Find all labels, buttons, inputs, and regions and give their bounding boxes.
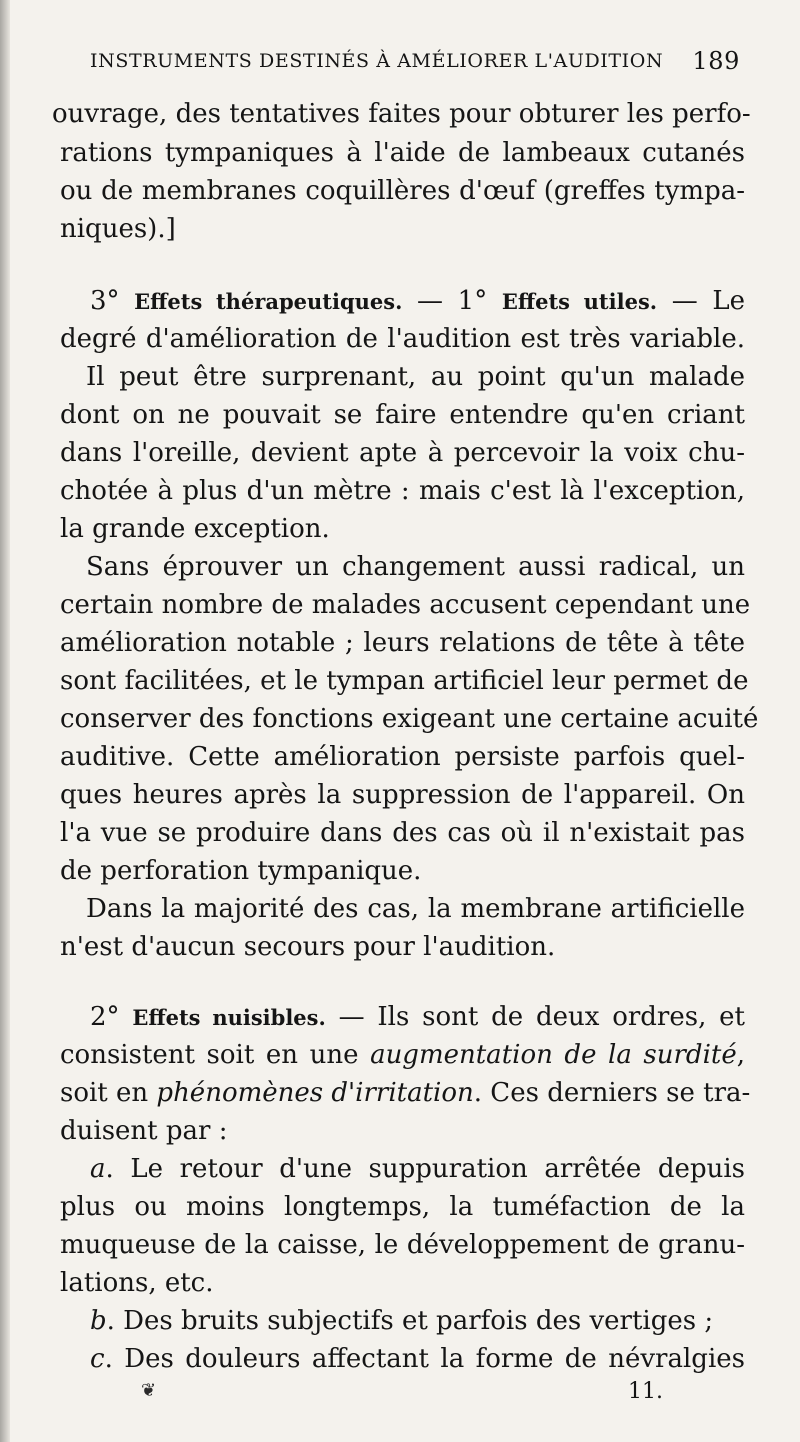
- text-line: n'est d'aucun secours pour l'audition.: [60, 932, 556, 962]
- text-line: conserver des fonctions exigeant une certaine acuité: [60, 704, 759, 734]
- text-line: dont on ne pouvait se faire entendre qu'en criant: [60, 400, 745, 430]
- text-line: ou de membranes coquillères d'œuf (greffes tympa-: [60, 176, 745, 206]
- text-line: amélioration notable ; leurs relations de tête à tête: [60, 628, 745, 658]
- text-line: muqueuse de la caisse, le développement de granu-: [60, 1230, 745, 1260]
- text-line: lations, etc.: [60, 1268, 214, 1298]
- section-heading-therapeutic-effects: 3° Effets thérapeutiques. — 1° Effets utiles. — Le: [90, 286, 746, 316]
- text-line: dans l'oreille, devient apte à percevoir la voix chu-: [60, 438, 745, 468]
- section-heading-harmful-effects: 2° Effets nuisibles. — Ils sont de deux ordres, et: [90, 1002, 745, 1032]
- list-item: b. Des bruits subjectifs et parfois des vertiges ;: [90, 1306, 714, 1336]
- text-line: consistent soit en une augmentation de la surdité,: [60, 1040, 745, 1070]
- text-line: plus ou moins longtemps, la tuméfaction de la: [60, 1192, 745, 1222]
- text-line: la grande exception.: [60, 514, 330, 544]
- list-item: c. Des douleurs affectant la forme de névralgies: [90, 1344, 745, 1374]
- page-number: 189: [692, 47, 740, 75]
- text-line: de perforation tympanique.: [60, 856, 422, 886]
- text-line: ques heures après la suppression de l'appareil. On: [60, 780, 745, 810]
- text-line: sont facilitées, et le tympan artificiel leur permet de: [60, 666, 749, 696]
- running-header: [90, 44, 740, 78]
- text-line: chotée à plus d'un mètre : mais c'est là l'exception,: [60, 476, 745, 506]
- page-edge-shadow: [0, 0, 10, 1442]
- text-line: l'a vue se produire dans des cas où il n'existait pas: [60, 818, 745, 848]
- ornament-icon: ❦: [141, 1380, 157, 1401]
- text-line: auditive. Cette amélioration persiste parfois quel-: [60, 742, 745, 772]
- running-title: INSTRUMENTS DESTINÉS À AMÉLIORER L'AUDITION: [90, 50, 664, 72]
- text-line: soit en phénomènes d'irritation. Ces derniers se tra-: [60, 1078, 751, 1108]
- list-item: a. Le retour d'une suppuration arrêtée depuis: [90, 1154, 745, 1184]
- text-line: duisent par :: [60, 1116, 228, 1146]
- text-line: niques).]: [60, 214, 176, 244]
- text-line: Dans la majorité des cas, la membrane artificielle: [86, 894, 745, 924]
- text-line: degré d'amélioration de l'audition est très variable.: [60, 324, 745, 354]
- text-line: certain nombre de malades accusent cependant une: [60, 590, 751, 620]
- text-line: Il peut être surprenant, au point qu'un malade: [86, 362, 745, 392]
- signature-mark: 11.: [628, 1379, 663, 1404]
- text-line: rations tympaniques à l'aide de lambeaux cutanés: [60, 138, 745, 168]
- text-line: Sans éprouver un changement aussi radical, un: [86, 552, 745, 582]
- text-line: ouvrage, des tentatives faites pour obturer les perfo-: [52, 99, 751, 129]
